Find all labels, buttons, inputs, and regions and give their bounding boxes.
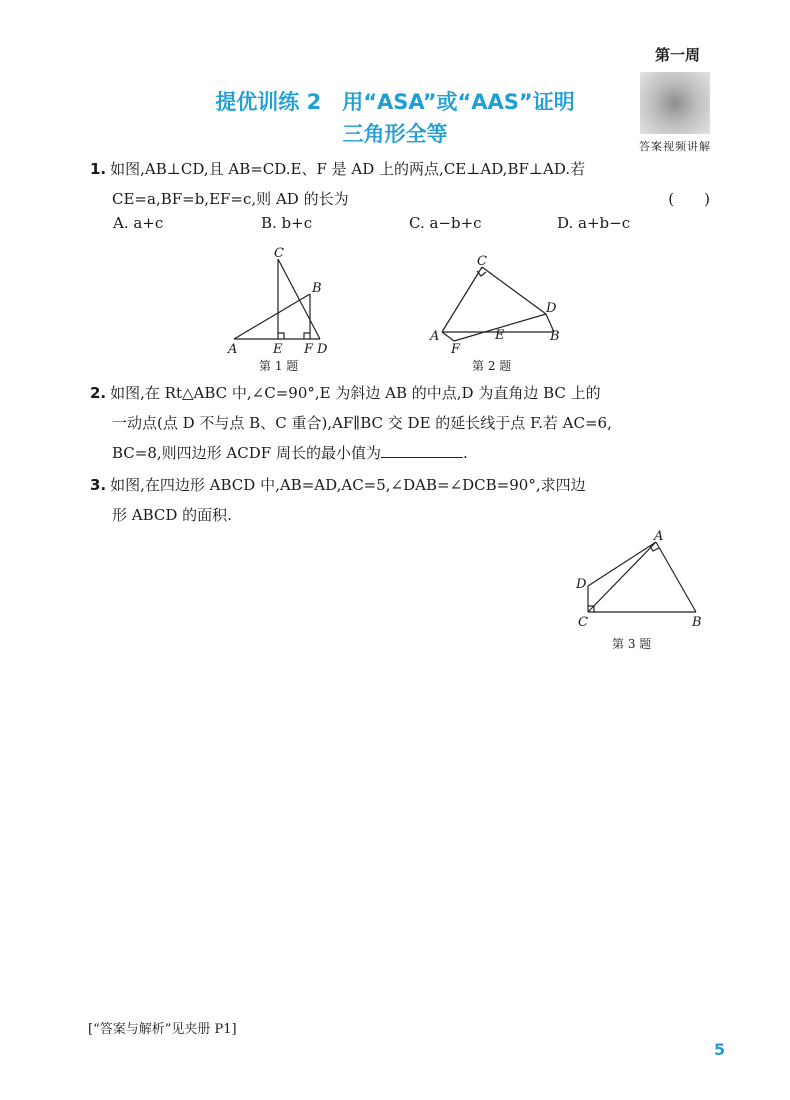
answer-paren: ( ) bbox=[668, 190, 710, 208]
fig2-right-angle-c bbox=[477, 271, 486, 276]
fig2-label-d: D bbox=[546, 301, 557, 316]
fig3-line-ab bbox=[656, 542, 696, 612]
fig1-line-ab bbox=[234, 294, 310, 339]
option-b: B. b+c bbox=[261, 214, 313, 232]
question-1-line2: CE=a,BF=b,EF=c,则 AD 的长为 bbox=[112, 190, 349, 208]
question-3-number: 3. bbox=[90, 476, 107, 494]
question-2-line2: 一动点(点 D 不与点 B、C 重合),AF∥BC 交 DE 的延长线于点 F.若 AC=6, bbox=[112, 414, 612, 432]
fig1-right-angle-f bbox=[304, 333, 310, 339]
fig2-label-f: F bbox=[451, 342, 461, 357]
figure-3 bbox=[570, 526, 710, 656]
fig3-label-c: C bbox=[578, 615, 588, 630]
question-1-options bbox=[113, 214, 713, 232]
fig3-label-a: A bbox=[654, 529, 664, 544]
fig3-label-d: D bbox=[576, 577, 587, 592]
question-2-number: 2. bbox=[90, 384, 107, 402]
figure-1 bbox=[222, 244, 342, 374]
fig1-label-b: B bbox=[312, 281, 322, 296]
question-3-line1: 如图,在四边形 ABCD 中,AB=AD,AC=5,∠DAB=∠DCB=90°,求四边 bbox=[110, 476, 586, 494]
question-1 bbox=[90, 154, 710, 214]
question-2 bbox=[90, 378, 710, 468]
question-2-line3: BC=8,则四边形 ACDF 周长的最小值为 bbox=[112, 444, 381, 462]
page-title-line2: 三角形全等 bbox=[342, 122, 448, 146]
fig2-label-c: C bbox=[477, 254, 487, 269]
answer-reference: [“答案与解析”见夹册 P1] bbox=[88, 1022, 237, 1037]
fig1-label-c: C bbox=[274, 246, 284, 261]
fig1-right-angle-e bbox=[278, 333, 284, 339]
fig1-label-f: F bbox=[304, 342, 314, 357]
question-1-number: 1. bbox=[90, 160, 107, 178]
question-2-line1: 如图,在 Rt△ABC 中,∠C=90°,E 为斜边 AB 的中点,D 为直角边 BC 上的 bbox=[110, 384, 601, 402]
fig2-line-af bbox=[442, 332, 454, 341]
figure-3-caption: 第 3 题 bbox=[612, 637, 652, 651]
fig2-label-a: A bbox=[430, 329, 440, 344]
fig2-label-e: E bbox=[495, 328, 505, 343]
fig1-label-d: D bbox=[317, 342, 328, 357]
fig2-line-ac bbox=[442, 267, 482, 332]
fig3-line-ca bbox=[588, 542, 656, 612]
question-1-line1: 如图,AB⊥CD,且 AB=CD.E、F 是 AD 上的两点,CE⊥AD,BF⊥AD.若 bbox=[110, 160, 586, 178]
option-d: D. a+b−c bbox=[557, 214, 631, 232]
question-3 bbox=[90, 470, 710, 530]
answer-blank[interactable] bbox=[381, 439, 463, 458]
fig3-line-da bbox=[588, 542, 656, 586]
question-2-line3-end: . bbox=[462, 444, 468, 462]
figure-1-caption: 第 1 题 bbox=[259, 359, 299, 373]
fig2-label-b: B bbox=[550, 329, 560, 344]
fig1-label-a: A bbox=[228, 342, 238, 357]
fig3-label-b: B bbox=[692, 615, 702, 630]
qr-code-label: 答案视频讲解 bbox=[639, 140, 711, 153]
fig2-line-cd bbox=[482, 267, 546, 314]
fig1-label-e: E bbox=[273, 342, 283, 357]
page-title: 提优训练 2 用“ASA”或“AAS”证明 bbox=[215, 90, 575, 114]
page-number: 5 bbox=[714, 1040, 726, 1059]
option-c: C. a−b+c bbox=[409, 214, 482, 232]
week-label: 第一周 bbox=[654, 46, 700, 64]
figure-2-caption: 第 2 题 bbox=[472, 359, 512, 373]
fig1-line-cd bbox=[278, 259, 320, 339]
figure-2 bbox=[424, 252, 574, 374]
option-a: A. a+c bbox=[113, 214, 164, 232]
question-3-line2: 形 ABCD 的面积. bbox=[112, 506, 232, 524]
